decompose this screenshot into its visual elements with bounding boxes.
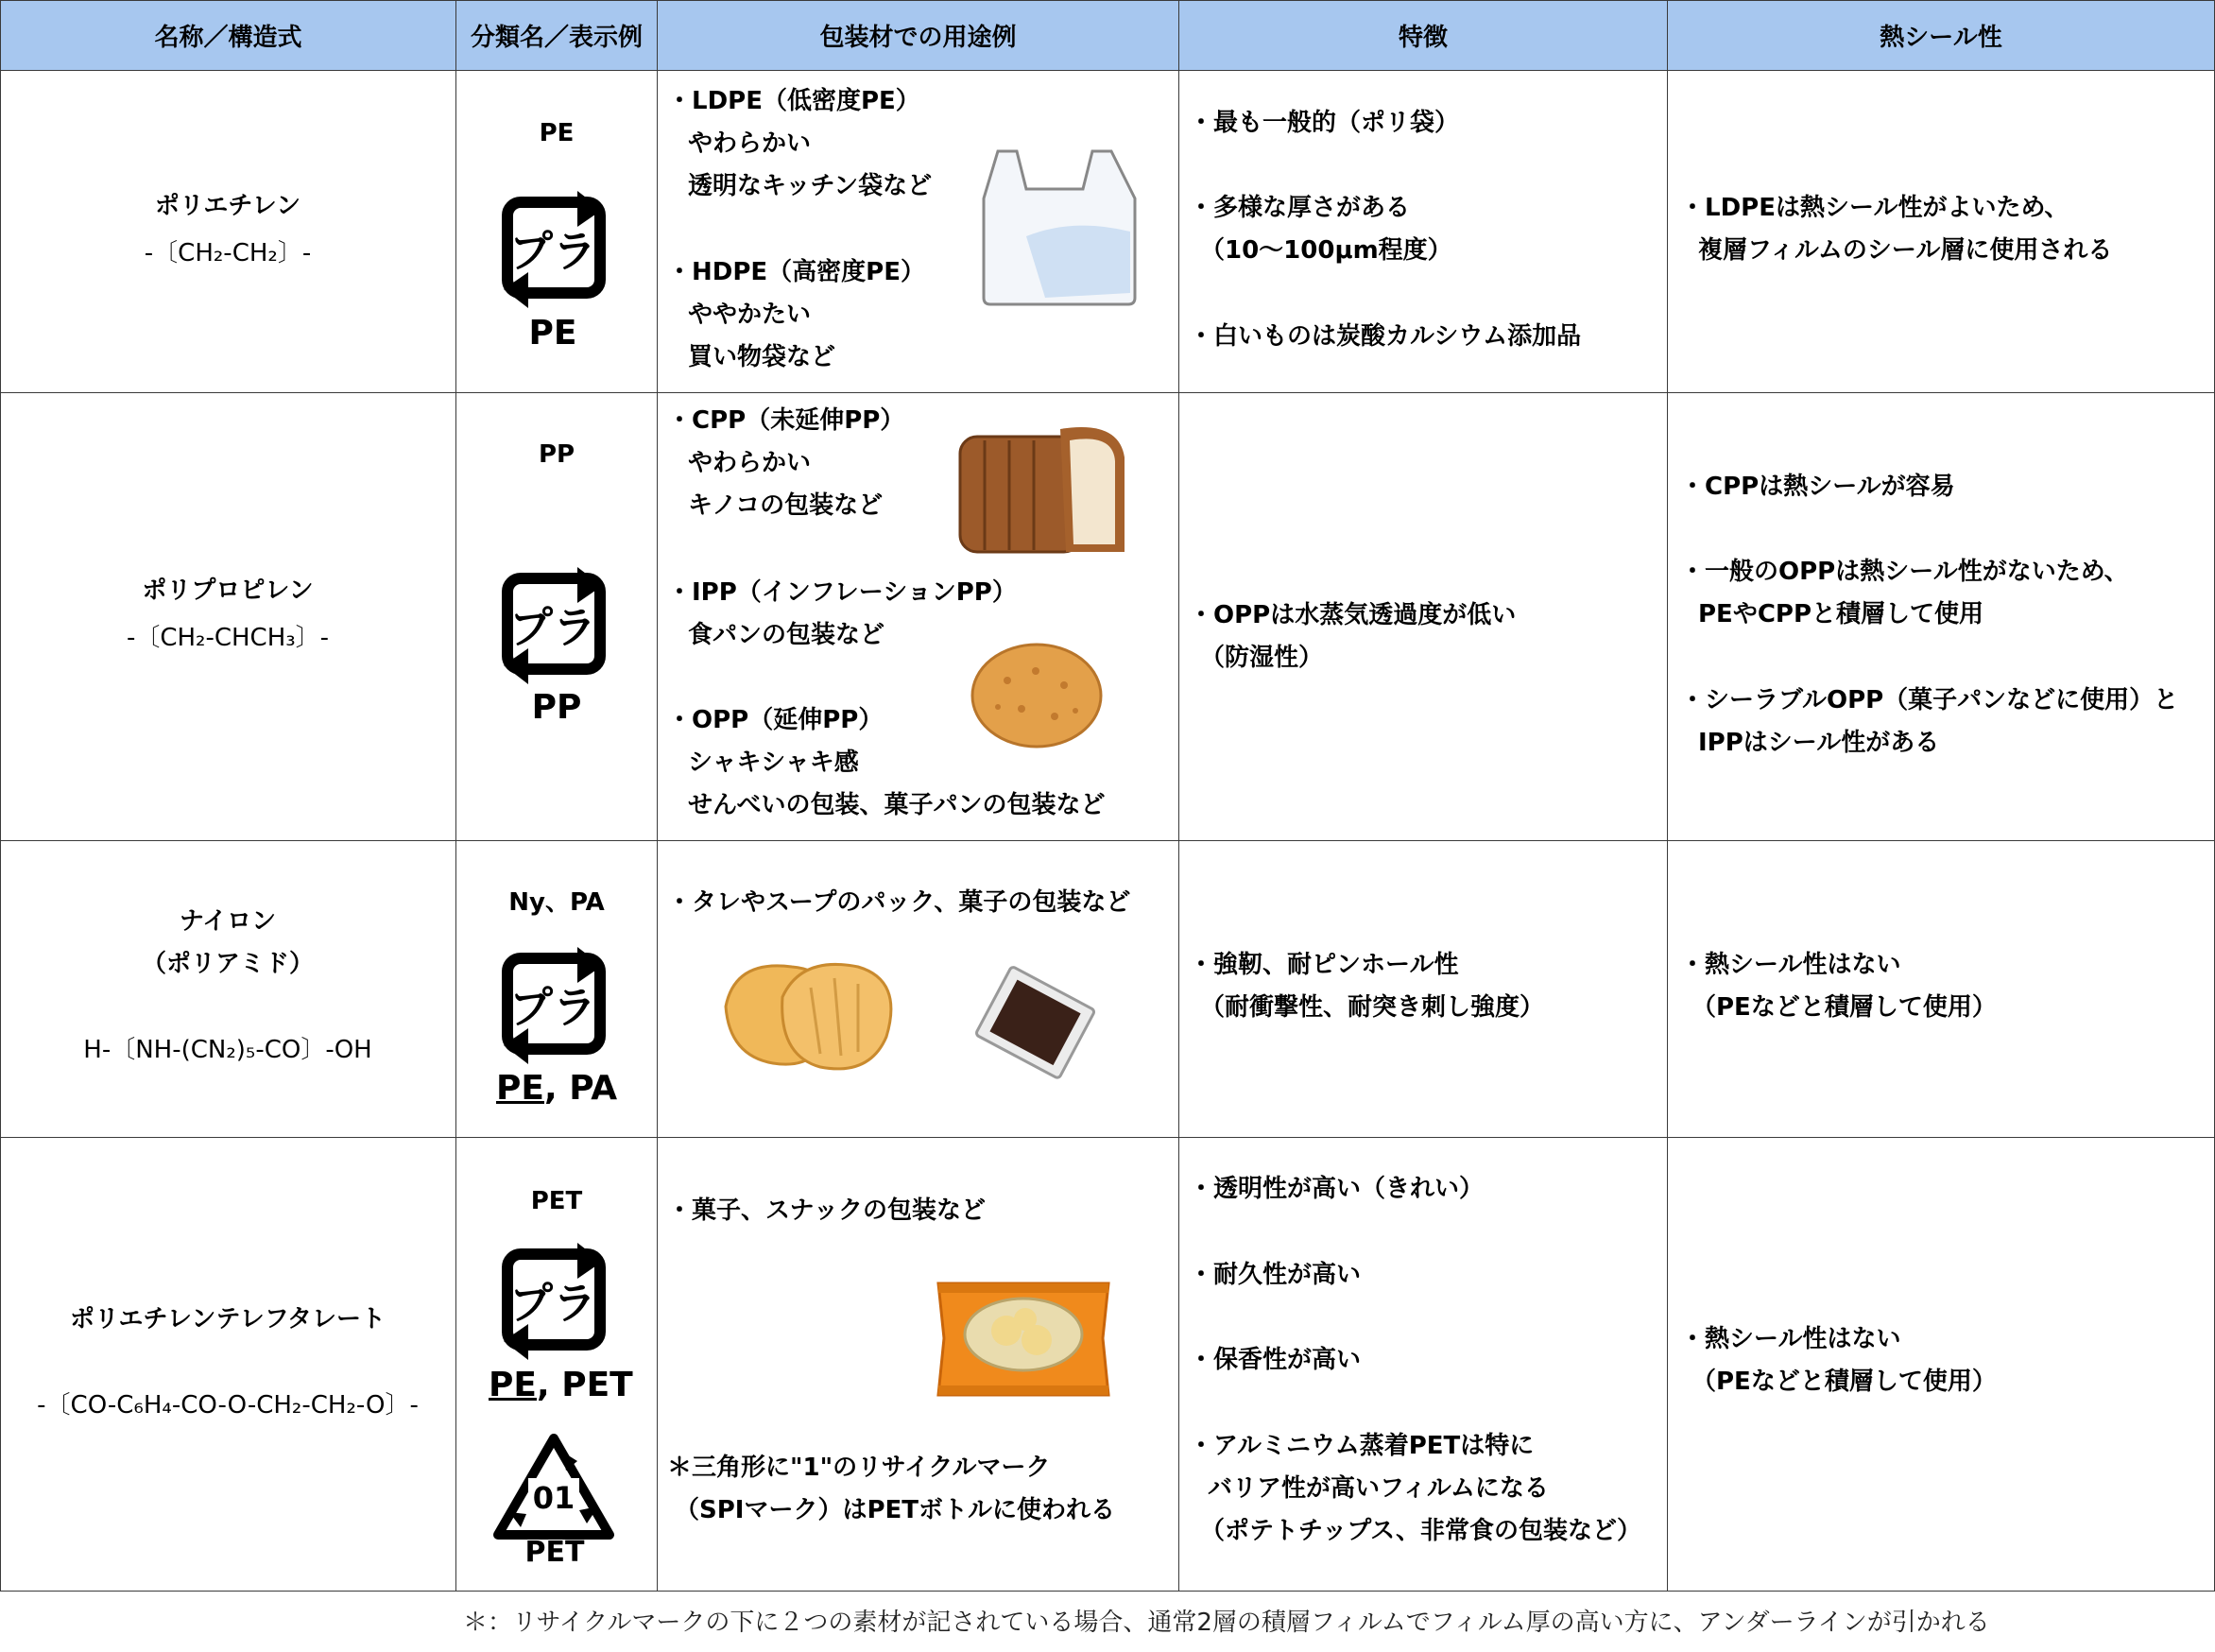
- bread-illustration: [956, 420, 1128, 561]
- row1-name: ポリエチレン: [154, 192, 301, 220]
- row3-name-cell: [0, 840, 456, 1138]
- row1-use-1: ・LDPE（低密度PE）: [667, 87, 920, 115]
- spi-number: 01: [532, 1480, 575, 1516]
- row1-formula: -〔CH₂-CH₂〕-: [144, 239, 312, 267]
- row4-use-2: ＊三角形に"1"のリサイクルマーク: [667, 1454, 1051, 1482]
- row4-seal-cell: [1667, 1137, 2215, 1592]
- row4-feature-2: ・耐久性が高い: [1189, 1261, 1362, 1289]
- row4-mark-label-main: PE: [489, 1366, 537, 1404]
- row3-features-cell: [1178, 840, 1668, 1138]
- row3-feature-1: ・強靭、耐ピンホール性: [1189, 951, 1459, 979]
- row3-mark-label: [496, 1070, 617, 1108]
- row3-mark-label-main: PE: [496, 1069, 544, 1108]
- row2-use-3: キノコの包装など: [688, 491, 884, 520]
- row4-mark-label: [489, 1367, 633, 1404]
- row2-use-2: やわらかい: [688, 449, 812, 477]
- pla-recycle-mark-icon: [490, 945, 617, 1070]
- row1-feature-2: ・多様な厚さがある: [1189, 194, 1411, 222]
- row3-seal-2: （PEなどと積層して使用）: [1691, 993, 1997, 1022]
- row3-formula: H-〔NH-(CN₂)₅-CO〕-OH: [83, 1036, 372, 1064]
- row1-use-4: ・HDPE（高密度PE）: [667, 258, 925, 286]
- pla-mark-text: プラ: [509, 226, 596, 277]
- row1-feature-4: ・白いものは炭酸カルシウム添加品: [1189, 322, 1582, 351]
- row2-formula: -〔CH₂-CHCH₃〕-: [126, 624, 330, 652]
- row2-seal-5: IPPはシール性がある: [1698, 729, 1940, 757]
- row2-use-8: せんべいの包装、菓子パンの包装など: [688, 791, 1106, 819]
- row3-use-1: ・タレやスープのパック、菓子の包装など: [667, 888, 1131, 917]
- pla-mark-text: プラ: [509, 982, 596, 1033]
- row4-use-1: ・菓子、スナックの包装など: [667, 1196, 986, 1225]
- row1-seal-1: ・LDPEは熱シール性がよいため、: [1680, 194, 2069, 222]
- row1-name-cell: [0, 70, 456, 393]
- row2-mark-label: PP: [531, 688, 582, 727]
- pla-recycle-mark-icon: [490, 1241, 617, 1366]
- row4-formula: -〔CO-C₆H₄-CO-O-CH₂-CH₂-O〕-: [37, 1391, 419, 1420]
- row3-class-label: Ny、PA: [508, 888, 605, 917]
- row4-feature-6: （ポテトチップス、非常食の包装など）: [1200, 1517, 1641, 1545]
- row4-feature-5: バリア性が高いフィルムになる: [1208, 1474, 1549, 1503]
- row3-name-alt: （ポリアミド）: [141, 950, 315, 978]
- madeleine-illustration: [716, 950, 905, 1086]
- row2-seal-1: ・CPPは熱シールが容易: [1680, 473, 1955, 501]
- row4-name-cell: [0, 1137, 456, 1592]
- row2-class-label: PP: [538, 440, 575, 469]
- row2-feature-1: ・OPPは水蒸気透過度が低い: [1189, 601, 1517, 629]
- row2-use-7: シャキシャキ感: [688, 749, 859, 777]
- row1-use-2: やわらかい: [688, 129, 812, 158]
- row1-seal-2: 複層フィルムのシール層に使用される: [1698, 236, 2113, 265]
- row4-use-3: （SPIマーク）はPETボトルに使われる: [675, 1496, 1116, 1524]
- row2-feature-2: （防湿性）: [1200, 644, 1324, 672]
- row1-feature-3: （10～100μm程度）: [1200, 236, 1452, 265]
- row3-seal-1: ・熱シール性はない: [1680, 951, 1901, 979]
- row3-feature-2: （耐衝撃性、耐突き刺し強度）: [1200, 993, 1545, 1022]
- row1-use-3: 透明なキッチン袋など: [688, 172, 933, 200]
- row4-mark-label-second: , PET: [536, 1366, 633, 1404]
- pla-mark-text: プラ: [509, 602, 596, 653]
- row1-use-6: 買い物袋など: [688, 343, 836, 371]
- row4-seal-1: ・熱シール性はない: [1680, 1325, 1901, 1353]
- header-heat-seal: 熱シール性: [1667, 0, 2215, 71]
- spi-recycle-triangle-icon: [492, 1433, 615, 1550]
- pla-recycle-mark-icon: [490, 189, 617, 314]
- snack-bag-illustration: [931, 1276, 1116, 1406]
- sauce-pack-illustration: [971, 957, 1100, 1090]
- row1-mark-label: PE: [528, 314, 577, 353]
- header-name-structure: 名称／構造式: [0, 0, 456, 71]
- row4-seal-2: （PEなどと積層して使用）: [1691, 1368, 1997, 1396]
- row3-seal-cell: [1667, 840, 2215, 1138]
- row4-name: ポリエチレンテレフタレート: [70, 1305, 386, 1334]
- spi-label: PET: [524, 1536, 585, 1569]
- row2-name: ポリプロピレン: [142, 576, 314, 605]
- row2-use-6: ・OPP（延伸PP）: [667, 706, 884, 734]
- row2-use-4: ・IPP（インフレーションPP）: [667, 578, 1017, 607]
- row4-feature-4: ・アルミニウム蒸着PETは特に: [1189, 1432, 1535, 1460]
- row2-use-5: 食パンの包装など: [688, 621, 885, 649]
- row2-seal-3: PEやCPPと積層して使用: [1698, 600, 1984, 628]
- header-features: 特徴: [1178, 0, 1668, 71]
- row1-use-5: ややかたい: [688, 301, 812, 329]
- plastic-bag-illustration: [979, 142, 1140, 311]
- row3-mark-label-second: , PA: [543, 1069, 618, 1108]
- row4-feature-1: ・透明性が高い（きれい）: [1189, 1175, 1485, 1203]
- header-classification: 分類名／表示例: [455, 0, 658, 71]
- row1-seal-cell: [1667, 70, 2215, 393]
- row4-feature-3: ・保香性が高い: [1189, 1346, 1362, 1374]
- row1-class-label: PE: [539, 119, 575, 147]
- pla-recycle-mark-icon: [490, 565, 617, 690]
- row3-name: ナイロン: [179, 907, 277, 936]
- header-usage: 包装材での用途例: [657, 0, 1179, 71]
- footnote: ＊：リサイクルマークの下に２つの素材が記されている場合、通常2層の積層フィルムでフィルム厚の高い方に、アンダーラインが引かれる: [463, 1609, 1990, 1637]
- row2-use-1: ・CPP（未延伸PP）: [667, 406, 905, 435]
- row2-seal-4: ・シーラブルOPP（菓子パンなどに使用）と: [1680, 686, 2179, 714]
- row2-seal-2: ・一般のOPPは熱シール性がないため、: [1680, 558, 2129, 586]
- pla-mark-text: プラ: [509, 1278, 596, 1329]
- row4-class-label: PET: [530, 1187, 583, 1215]
- rice-cracker-illustration: [970, 643, 1104, 752]
- row1-feature-1: ・最も一般的（ポリ袋）: [1189, 109, 1460, 137]
- row2-name-cell: [0, 392, 456, 841]
